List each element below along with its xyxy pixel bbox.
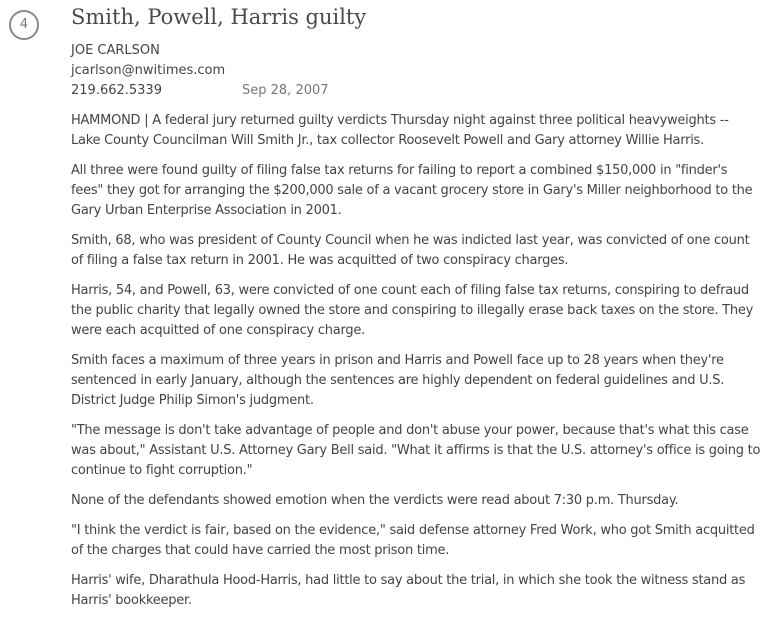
paragraph: Smith, 68, who was president of County Council when he was indicted last year, was convicted of one count of filing a false tax return in 2001. He was acquitted of two conspiracy charges. — [71, 233, 750, 268]
publish-date: Sep 28, 2007 — [242, 83, 329, 98]
article — [71, 0, 761, 621]
headline: Smith, Powell, Harris guilty — [71, 5, 367, 29]
paragraph: HAMMOND | A federal jury returned guilty verdicts Thursday night against three political heavyweights -- Lake County Councilman Will Smith Jr., tax collector Roosevelt Powell and Gary attorney Willie Harris. — [71, 113, 729, 148]
byline-meta-row — [71, 81, 761, 101]
byline — [71, 41, 761, 101]
author-phone: 219.662.5339 — [71, 83, 162, 98]
paragraph: "I think the verdict is fair, based on the evidence," said defense attorney Fred Work, who got Smith acquitted of the charges that could have carried the most prison time. — [71, 523, 755, 558]
author-name: JOE CARLSON — [71, 43, 160, 58]
author-email: jcarlson@nwitimes.com — [71, 63, 226, 78]
paragraph: All three were found guilty of filing false tax returns for failing to report a combined $150,000 in "finder's fees" they got for arranging the $200,000 sale of a vacant grocery store in Gary's Miller neighborhood to the Gary Urban Enterprise Association in 2001. — [71, 163, 753, 218]
paragraph: Smith faces a maximum of three years in prison and Harris and Powell face up to 28 years when they're sentenced in early January, although the sentences are highly dependent on federal guidelines and U.S. District Judge Philip Simon's judgment. — [71, 353, 725, 408]
paragraph: None of the defendants showed emotion when the verdicts were read about 7:30 p.m. Thursday. — [71, 493, 679, 508]
paragraph: Harris, 54, and Powell, 63, were convicted of one count each of filing false tax returns, conspiring to defraud the public charity that legally owned the store and conspiring to illegally erase back taxes on the store. They were each acquitted of one conspiracy charge. — [71, 283, 754, 338]
paragraph: "The message is don't take advantage of people and don't abuse your power, because that's what this case was about," Assistant U.S. Attorney Gary Bell said. "What it affirms is that the U.S. attorney's office is going to continue to fight corruption." — [71, 423, 761, 478]
article-body — [71, 111, 761, 611]
paragraph: Harris' wife, Dharathula Hood-Harris, had little to say about the trial, in which she took the witness stand as Harris' bookkeeper. — [71, 573, 746, 608]
story-number-badge: 4 — [9, 10, 39, 40]
